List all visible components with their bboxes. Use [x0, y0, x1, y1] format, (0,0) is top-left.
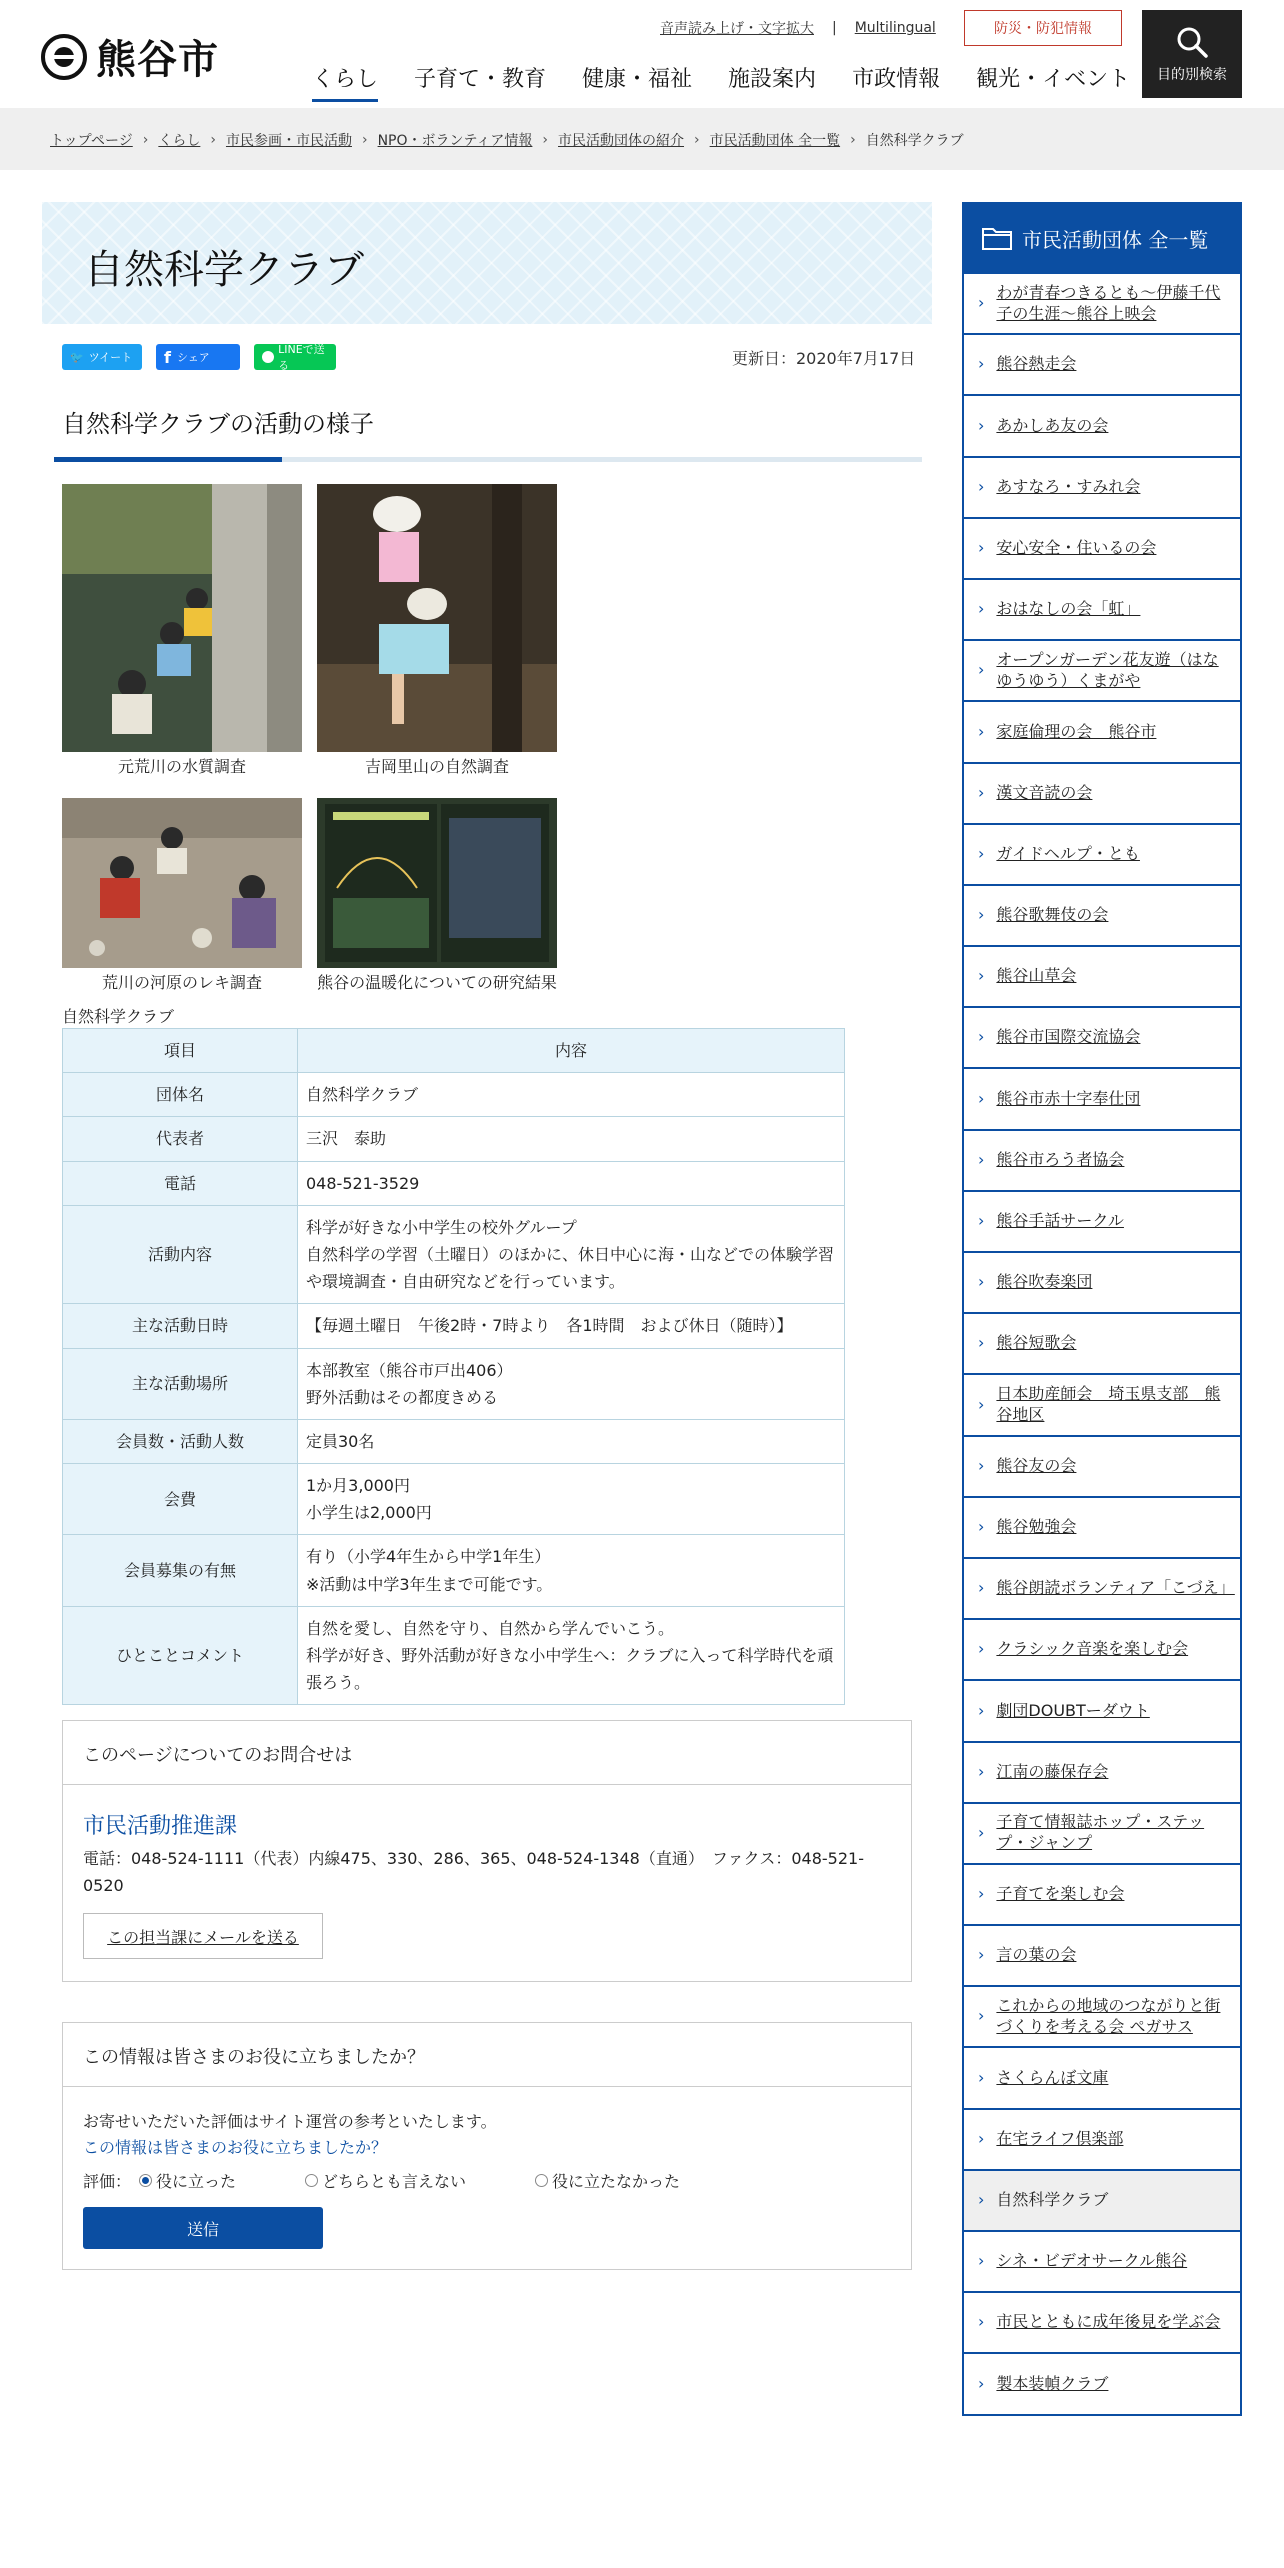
chevron-right-icon: ›: [142, 132, 149, 148]
feedback-question: この情報は皆さまのお役に立ちましたか？: [83, 2138, 388, 2157]
row-label: 会員数・活動人数: [63, 1419, 298, 1463]
nav-kanko[interactable]: 観光・イベント: [976, 67, 1131, 92]
tweet-label: ツイート: [88, 351, 133, 364]
row-value: [298, 1073, 845, 1117]
row-value-line: ※活動は中学3年生まで可能です。: [306, 1574, 553, 1594]
sidebar: [962, 202, 1242, 2416]
table-row: [63, 1304, 845, 1348]
rating-option-neutral[interactable]: [305, 2169, 535, 2192]
chevron-right-icon: ›: [978, 1822, 985, 1842]
sidebar-item[interactable]: [964, 1987, 1240, 2048]
chevron-right-icon: ›: [978, 537, 985, 557]
chevron-right-icon: ›: [978, 1088, 985, 1108]
table-header-item: 項目: [63, 1029, 298, 1073]
sidebar-item-label: 熊谷吹奏楽団: [996, 1272, 1093, 1292]
sidebar-heading-text: 市民活動団体 全一覧: [1022, 227, 1209, 252]
photo-caption: 荒川の河原のレキ調査: [101, 973, 262, 992]
chevron-right-icon: ›: [978, 1211, 985, 1230]
sidebar-item-label: クラシック音楽を楽しむ会: [996, 1639, 1189, 1659]
row-value: [298, 1304, 845, 1348]
sidebar-item-label: 自然科学クラブ: [996, 2190, 1109, 2209]
sidebar-item[interactable]: [964, 1437, 1240, 1498]
sidebar-item[interactable]: [964, 1804, 1240, 1865]
table-row: [63, 1348, 845, 1419]
chevron-right-icon: ›: [978, 843, 985, 863]
chevron-right-icon: ›: [978, 293, 985, 313]
sidebar-item-label: シネ・ビデオサークル熊谷: [996, 2251, 1188, 2271]
chevron-right-icon: ›: [978, 1578, 985, 1598]
row-value-line: 自然科学の学習（土曜日）のほかに、休日中心に海・山などでの体験学習や環境調査・自由研究などを行っています。: [306, 1244, 835, 1292]
row-label: 団体名: [63, 1073, 298, 1117]
disaster-info-button[interactable]: 防災・防犯情報: [964, 10, 1122, 46]
chevron-right-icon: ›: [978, 1700, 985, 1720]
sidebar-item[interactable]: [964, 1865, 1240, 1926]
sidebar-item-label: 子育てを楽しむ会: [996, 1884, 1125, 1904]
sidebar-item[interactable]: [964, 2110, 1240, 2171]
row-value-line: 本部教室（熊谷市戸出406）: [306, 1360, 513, 1380]
sidebar-item-label: さくらんぼ文庫: [996, 2067, 1109, 2087]
breadcrumb-link[interactable]: 市民参画・市民活動: [225, 133, 352, 149]
sidebar-item[interactable]: [964, 825, 1240, 886]
sidebar-item-label: オープンガーデン花友遊（はなゆうゆう）くまがや: [996, 649, 1219, 690]
nav-kosodate[interactable]: 子育て・教育: [414, 67, 547, 92]
sidebar-item[interactable]: [964, 2232, 1240, 2293]
club-info-table: [62, 1028, 845, 1705]
feedback-box: [62, 2022, 912, 2270]
sidebar-item-label: 劇団DOUBTーダウト: [996, 1700, 1150, 1720]
table-row: [63, 1073, 845, 1117]
chevron-right-icon: ›: [210, 132, 216, 148]
row-label: 主な活動日時: [63, 1304, 298, 1348]
table-row: [63, 1419, 845, 1463]
sidebar-item[interactable]: [964, 947, 1240, 1008]
nav-kurashi[interactable]: くらし: [312, 62, 378, 102]
sidebar-item[interactable]: [964, 1192, 1240, 1253]
chevron-right-icon: ›: [850, 132, 856, 148]
sidebar-item[interactable]: [964, 1008, 1240, 1069]
sidebar-item-label: 子育て情報誌ホップ・ステップ・ジャンプ: [996, 1812, 1205, 1853]
row-value: [298, 1161, 845, 1205]
chevron-right-icon: ›: [978, 599, 985, 619]
sidebar-item[interactable]: [964, 764, 1240, 825]
sidebar-item-label: 家庭倫理の会 熊谷市: [996, 721, 1157, 741]
chevron-right-icon: ›: [978, 782, 985, 802]
sidebar-item[interactable]: [964, 2171, 1240, 2232]
photo-caption: 吉岡里山の自然調査: [364, 757, 509, 776]
email-department-button[interactable]: [83, 1913, 323, 1959]
multilingual-link[interactable]: Multilingual: [854, 20, 936, 36]
contact-box: [62, 1720, 912, 1982]
rating-group: [83, 2169, 680, 2192]
photo-satoyama-survey: [317, 484, 557, 752]
photo-gravel-survey: [62, 798, 302, 968]
sidebar-item-label: 熊谷市赤十字奉仕団: [996, 1088, 1141, 1108]
tweet-button[interactable]: [62, 344, 142, 370]
sidebar-list: [962, 274, 1242, 2416]
chevron-right-icon: ›: [978, 721, 985, 741]
row-value-line: 自然科学クラブ: [306, 1085, 419, 1105]
chevron-right-icon: ›: [978, 415, 985, 435]
search-button-label: 目的別検索: [1157, 67, 1227, 83]
breadcrumb-link[interactable]: トップページ: [50, 133, 133, 149]
chevron-right-icon: ›: [978, 1945, 985, 1965]
rating-option-label: どちらとも言えない: [322, 2172, 467, 2191]
facebook-label: シェア: [176, 351, 210, 364]
line-share-button[interactable]: [254, 344, 336, 370]
breadcrumb-bar: [0, 108, 1284, 170]
sidebar-item-label: 在宅ライフ倶楽部: [996, 2128, 1124, 2148]
contact-heading: このページについてのお問合せは: [63, 1721, 911, 1785]
logo-text: 熊谷市: [96, 37, 219, 83]
twitter-bird-icon: 🐦: [70, 350, 84, 364]
chevron-right-icon: ›: [978, 2373, 985, 2393]
rating-option-label: 役に立った: [156, 2172, 237, 2191]
contact-department[interactable]: 市民活動推進課: [83, 1814, 238, 1839]
breadcrumb-link[interactable]: 市民活動団体 全一覧: [709, 133, 841, 149]
email-button-label: この担当課にメールを送る: [107, 1927, 299, 1947]
photo-water-survey: [62, 484, 302, 752]
sidebar-item[interactable]: [964, 2354, 1240, 2415]
site-header: [0, 0, 1284, 108]
sidebar-item[interactable]: [964, 1620, 1240, 1681]
row-value-line: 1か月3,000円: [306, 1476, 410, 1496]
search-icon: [1174, 24, 1210, 60]
sidebar-item[interactable]: [964, 2048, 1240, 2109]
photo-caption: 元荒川の水質調査: [117, 757, 246, 776]
nav-shisetsu[interactable]: 施設案内: [728, 67, 817, 92]
row-label: 主な活動場所: [63, 1348, 298, 1419]
rating-option-not-useful[interactable]: [535, 2169, 680, 2192]
row-value-line: 有り（小学4年生から中学1年生）: [306, 1547, 551, 1567]
table-row: [63, 1535, 845, 1606]
chevron-right-icon: ›: [978, 476, 985, 496]
chevron-right-icon: ›: [978, 966, 985, 986]
sidebar-item-label: 熊谷手話サークル: [996, 1211, 1124, 1230]
chevron-right-icon: ›: [978, 1149, 985, 1169]
breadcrumb-link[interactable]: くらし: [158, 133, 201, 149]
sidebar-item[interactable]: [964, 1314, 1240, 1375]
chevron-right-icon: ›: [978, 1333, 985, 1353]
row-label: 代表者: [63, 1117, 298, 1161]
chevron-right-icon: ›: [978, 2312, 985, 2332]
line-icon: [262, 351, 274, 363]
nav-shisei[interactable]: 市政情報: [852, 67, 941, 92]
row-value: [298, 1606, 845, 1705]
radio-selected[interactable]: [139, 2174, 152, 2187]
sidebar-item-label: わが青春つきるとも〜伊藤千代子の生涯〜熊谷上映会: [996, 282, 1221, 323]
sidebar-item[interactable]: [964, 1559, 1240, 1620]
row-value-line: 定員30名: [306, 1431, 375, 1451]
table-caption: 自然科学クラブ: [62, 1007, 175, 1026]
accessibility-link[interactable]: 音声読み上げ・文字拡大: [660, 21, 814, 37]
table-row: [63, 1161, 845, 1205]
chevron-right-icon: ›: [978, 1761, 985, 1781]
row-value: [298, 1205, 845, 1304]
feedback-heading: この情報は皆さまのお役に立ちましたか？: [63, 2023, 911, 2087]
sidebar-item[interactable]: [964, 1131, 1240, 1192]
line-label: LINEで送る: [278, 343, 325, 372]
global-nav: [312, 62, 1166, 102]
city-emblem-icon: [40, 33, 88, 81]
submit-button[interactable]: 送信: [83, 2207, 323, 2249]
sidebar-item-label: 言の葉の会: [996, 1945, 1077, 1965]
chevron-right-icon: ›: [978, 1516, 985, 1536]
sidebar-item-label: 熊谷市国際交流協会: [996, 1027, 1141, 1047]
sidebar-item[interactable]: [964, 1498, 1240, 1559]
sidebar-item[interactable]: [964, 1681, 1240, 1742]
table-row: [63, 1117, 845, 1161]
chevron-right-icon: ›: [978, 1884, 985, 1904]
row-value-line: 小学生は2,000円: [306, 1503, 432, 1523]
row-value-line: 自然を愛し、自然を守り、自然から学んでいこう。: [306, 1618, 675, 1638]
chevron-right-icon: ›: [361, 132, 368, 148]
row-value: [298, 1117, 845, 1161]
row-label: ひとことコメント: [63, 1606, 298, 1705]
row-value: [298, 1419, 845, 1463]
sidebar-item[interactable]: [964, 580, 1240, 641]
sidebar-item-label: 安心安全・住いるの会: [996, 537, 1157, 557]
chevron-right-icon: ›: [978, 2251, 985, 2271]
breadcrumb: [50, 130, 964, 150]
sidebar-item[interactable]: [964, 641, 1240, 702]
chevron-right-icon: ›: [978, 354, 985, 374]
row-value-line: 科学が好きな小中学生の校外グループ: [306, 1217, 577, 1237]
row-value-line: 【毎週土曜日 午後2時・7時より 各1時間 および休日（随時）】: [306, 1316, 793, 1336]
sidebar-item-label: 漢文音読の会: [996, 782, 1093, 802]
sidebar-item-label: 熊谷短歌会: [996, 1333, 1077, 1353]
breadcrumb-link[interactable]: NPO・ボランティア情報: [377, 133, 533, 149]
sidebar-item-label: 熊谷友の会: [996, 1455, 1077, 1475]
facebook-icon: f: [164, 347, 171, 367]
sidebar-item-label: 熊谷勉強会: [996, 1516, 1077, 1536]
sidebar-item-label: これからの地域のつながりと街づくりを考える会 ペガサス: [996, 1996, 1221, 2036]
section-heading-text: 自然科学クラブの活動の様子: [62, 410, 374, 438]
photo-warming-research: [317, 798, 557, 968]
row-label: 会員募集の有無: [63, 1535, 298, 1606]
sidebar-item[interactable]: [964, 274, 1240, 335]
site-logo[interactable]: [40, 28, 219, 85]
table-row: [63, 1464, 845, 1535]
sidebar-item-label: 熊谷山草会: [996, 966, 1077, 986]
chevron-right-icon: ›: [978, 1027, 985, 1047]
sidebar-heading: [962, 202, 1242, 274]
utility-links: [660, 18, 936, 38]
sidebar-item-label: あすなろ・すみれ会: [996, 476, 1141, 496]
radio-unselected[interactable]: [305, 2174, 318, 2187]
nav-kenko[interactable]: 健康・福祉: [582, 67, 693, 92]
table-row: [63, 1205, 845, 1304]
row-value: [298, 1464, 845, 1535]
sidebar-item[interactable]: [964, 1743, 1240, 1804]
share-buttons: [62, 344, 350, 370]
row-value-line: 科学が好き、野外活動が好きな小中学生へ：クラブに入って科学時代を頑張ろう。: [306, 1646, 834, 1693]
sidebar-item-label: 江南の藤保存会: [996, 1761, 1109, 1781]
sidebar-item-label: 熊谷朗読ボランティア「こづえ」: [996, 1578, 1235, 1598]
breadcrumb-current: 自然科学クラブ: [865, 133, 964, 149]
sidebar-item-label: 熊谷市ろう者協会: [996, 1149, 1125, 1169]
sidebar-item[interactable]: [964, 1069, 1240, 1130]
chevron-right-icon: ›: [978, 1394, 985, 1414]
feedback-note: お寄せいただいた評価はサイト運営の参考といたします。: [83, 2112, 497, 2131]
sidebar-item[interactable]: [964, 886, 1240, 947]
folder-icon: [982, 226, 1012, 250]
sidebar-item[interactable]: [964, 335, 1240, 396]
chevron-right-icon: ›: [978, 1639, 985, 1659]
sidebar-item[interactable]: [964, 396, 1240, 457]
chevron-right-icon: ›: [542, 132, 549, 148]
contact-phone: 電話：048-524-1111（代表）内線475、330、286、365、048-524-1348（直通） ファクス：048-521-0520: [83, 1849, 864, 1896]
sidebar-item-label: 熊谷歌舞伎の会: [996, 905, 1109, 925]
sidebar-item-label: 製本装幀クラブ: [996, 2373, 1109, 2393]
sidebar-item[interactable]: [964, 458, 1240, 519]
table-header-content: 内容: [298, 1029, 845, 1073]
row-value-line: 野外活動はその都度きめる: [306, 1387, 499, 1407]
sidebar-item-label: ガイドヘルプ・とも: [996, 843, 1140, 863]
sidebar-item-label: 熊谷熱走会: [996, 354, 1077, 374]
chevron-right-icon: ›: [694, 132, 700, 148]
utility-separator: |: [832, 20, 837, 36]
heading-underline-accent: [54, 457, 282, 462]
chevron-right-icon: ›: [978, 2128, 985, 2148]
sidebar-item[interactable]: [964, 1253, 1240, 1314]
chevron-right-icon: ›: [978, 1272, 985, 1292]
chevron-right-icon: ›: [978, 2006, 985, 2026]
row-label: 会費: [63, 1464, 298, 1535]
row-value-line: 三沢 泰助: [306, 1129, 387, 1149]
sidebar-item-label: 市民とともに成年後見を学ぶ会: [996, 2312, 1221, 2332]
sidebar-item[interactable]: [964, 1375, 1240, 1436]
row-value: [298, 1535, 845, 1606]
chevron-right-icon: ›: [978, 660, 985, 680]
sidebar-item[interactable]: [964, 702, 1240, 763]
page-title-box: [42, 202, 932, 324]
row-label: 活動内容: [63, 1205, 298, 1304]
breadcrumb-link[interactable]: 市民活動団体の紹介: [558, 133, 685, 149]
table-row: [63, 1606, 845, 1705]
facebook-share-button[interactable]: [156, 344, 240, 370]
sidebar-item-label: 日本助産師会 埼玉県支部 熊谷地区: [996, 1384, 1221, 1424]
row-label: 電話: [63, 1161, 298, 1205]
sidebar-item-label: おはなしの会「虹」: [996, 599, 1141, 619]
row-value-line: 048-521-3529: [306, 1173, 420, 1193]
chevron-right-icon: ›: [978, 1455, 985, 1475]
sidebar-item[interactable]: [964, 1926, 1240, 1987]
rating-label: 評価：: [83, 2172, 132, 2191]
photo-caption: 熊谷の温暖化についての研究結果: [317, 973, 557, 992]
sidebar-item-label: あかしあ友の会: [996, 415, 1109, 435]
chevron-right-icon: ›: [978, 2190, 985, 2209]
radio-unselected[interactable]: [535, 2174, 548, 2187]
rating-option-useful[interactable]: [139, 2169, 305, 2192]
sidebar-item[interactable]: [964, 2293, 1240, 2354]
row-value: [298, 1348, 845, 1419]
sidebar-item[interactable]: [964, 519, 1240, 580]
chevron-right-icon: ›: [978, 905, 985, 925]
section-heading: [54, 404, 922, 462]
chevron-right-icon: ›: [978, 2067, 985, 2087]
rating-option-label: 役に立たなかった: [552, 2172, 681, 2191]
updated-date: 更新日：2020年7月17日: [732, 349, 916, 368]
page-title: 自然科学クラブ: [84, 247, 364, 293]
